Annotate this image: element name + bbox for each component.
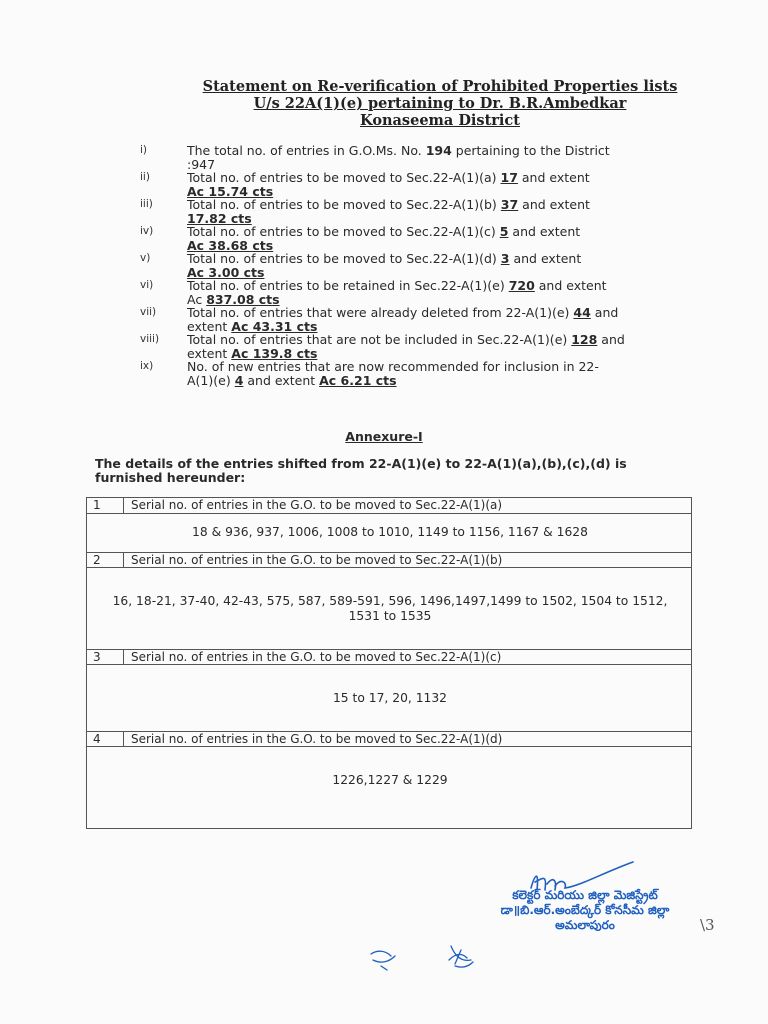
item-emphasis: 720	[508, 278, 535, 293]
table-row-header	[87, 498, 691, 514]
row-number: 4	[93, 732, 101, 746]
item-number: vi)	[140, 279, 154, 291]
item-text-part: and extent	[243, 372, 320, 388]
item-emphasis: 837.08 cts	[206, 291, 280, 307]
table-row-content: 1226,1227 & 1229	[332, 773, 448, 787]
list-item	[140, 198, 700, 225]
list-item	[140, 279, 700, 306]
table-row-header	[87, 731, 691, 747]
item-number: viii)	[140, 333, 160, 345]
list-item	[140, 360, 700, 387]
item-text	[187, 279, 692, 306]
item-text-part: pertaining to the District	[451, 143, 610, 158]
item-text-part: and extent	[508, 224, 581, 239]
item-text-part: and extent	[517, 170, 590, 185]
item-number: v)	[140, 252, 151, 264]
list-item	[140, 144, 700, 171]
item-emphasis: Ac 38.68 cts	[187, 237, 274, 253]
statement-list	[140, 144, 700, 387]
item-text	[187, 225, 692, 252]
item-text-part: A(1)(e)	[187, 372, 235, 388]
item-text-part: :947	[187, 156, 216, 172]
item-number: i)	[140, 144, 148, 156]
item-text-part: and extent	[518, 197, 590, 212]
item-emphasis: 4	[234, 372, 244, 388]
row-number: 2	[93, 553, 101, 567]
item-text-part: and extent	[534, 278, 607, 293]
list-item	[140, 171, 700, 198]
item-emphasis: 37	[500, 197, 519, 212]
collector-stamp	[470, 888, 700, 933]
item-text-part: Ac	[187, 291, 207, 307]
item-text-part: extent	[187, 345, 232, 361]
item-text-part: Total no. of entries that were already deleted from 22-A(1)(e)	[187, 305, 574, 320]
item-text	[187, 144, 692, 171]
list-item	[140, 333, 700, 360]
item-text	[187, 360, 692, 387]
item-text-part: The total no. of entries in G.O.Ms. No.	[187, 143, 426, 158]
row-number: 3	[93, 650, 101, 664]
item-text	[187, 171, 692, 198]
row-label: Serial no. of entries in the G.O. to be moved to Sec.22-A(1)(b)	[131, 553, 503, 567]
column-divider	[123, 553, 124, 568]
item-text-part: Total no. of entries to be moved to Sec.22-A(1)(b)	[187, 197, 501, 212]
item-text-part: Total no. of entries to be moved to Sec.22-A(1)(a)	[187, 170, 501, 185]
item-number: ix)	[140, 360, 154, 372]
item-emphasis: Ac 43.31 cts	[231, 318, 318, 334]
item-text-part: Total no. of entries to be moved to Sec.22-A(1)(c)	[187, 224, 500, 239]
document-title-line-3: Konaseema District	[360, 112, 520, 129]
table-row-header	[87, 552, 691, 568]
item-text-part: and	[597, 332, 625, 347]
item-text-part: extent	[187, 318, 232, 334]
column-divider	[123, 650, 124, 665]
item-emphasis: 194	[425, 143, 452, 158]
column-divider	[123, 732, 124, 747]
item-emphasis: 128	[571, 332, 598, 347]
initials	[365, 940, 485, 974]
item-emphasis: Ac 15.74 cts	[187, 183, 274, 199]
item-text-part: and extent	[509, 251, 582, 266]
item-number: ii)	[140, 171, 150, 183]
list-item	[140, 306, 700, 333]
row-label: Serial no. of entries in the G.O. to be moved to Sec.22-A(1)(c)	[131, 650, 502, 664]
item-emphasis: Ac 139.8 cts	[231, 345, 318, 361]
row-number: 1	[93, 498, 101, 512]
document-title-line-1: Statement on Re-verification of Prohibited Properties lists	[202, 78, 678, 95]
annexure-title: Annexure-I	[345, 429, 423, 444]
item-text-part: Total no. of entries to be retained in Sec.22-A(1)(e)	[187, 278, 509, 293]
row-label: Serial no. of entries in the G.O. to be moved to Sec.22-A(1)(a)	[131, 498, 503, 512]
document-title-line-2: U/s 22A(1)(e) pertaining to Dr. B.R.Ambedkar	[253, 95, 627, 112]
table-row-content: 16, 18-21, 37-40, 42-43, 575, 587, 589-591, 596, 1496,1497,1499 to 1502, 1504 to 1512, 1531 to 1535	[112, 594, 668, 623]
item-text-part: Total no. of entries that are not be included in Sec.22-A(1)(e)	[187, 332, 572, 347]
item-number: iv)	[140, 225, 154, 237]
item-emphasis: 17	[500, 170, 518, 185]
item-number: iii)	[140, 198, 153, 210]
table-row-content: 18 & 936, 937, 1006, 1008 to 1010, 1149 to 1156, 1167 & 1628	[192, 525, 588, 539]
item-text-part: No. of new entries that are now recommended for inclusion in 22-	[187, 359, 599, 374]
item-emphasis: 5	[499, 224, 509, 239]
item-text	[187, 252, 692, 279]
list-item	[140, 252, 700, 279]
annexure-intro: The details of the entries shifted from 22-A(1)(e) to 22-A(1)(a),(b),(c),(d) is furnished hereunder:	[95, 456, 627, 485]
table-row-header	[87, 649, 691, 665]
column-divider	[123, 498, 124, 513]
item-emphasis: Ac 6.21 cts	[319, 372, 397, 388]
page-mark: \3	[700, 916, 715, 934]
stamp-line-2: డా॥బి.ఆర్.అంబేద్కర్ కోనసీమ జిల్లా	[500, 903, 670, 917]
item-emphasis: Ac 3.00 cts	[187, 264, 265, 280]
table-row-content: 15 to 17, 20, 1132	[332, 691, 448, 705]
item-text	[187, 306, 692, 333]
list-item	[140, 225, 700, 252]
row-label: Serial no. of entries in the G.O. to be moved to Sec.22-A(1)(d)	[131, 732, 503, 746]
stamp-line-3: అమలాపురం	[555, 918, 615, 932]
item-number: vii)	[140, 306, 157, 318]
item-emphasis: 17.82 cts	[187, 210, 252, 226]
item-text	[187, 198, 692, 225]
item-text	[187, 333, 692, 360]
stamp-line-1: కలెక్టర్ మరియు జిల్లా మెజిస్ట్రేట్	[512, 888, 658, 902]
item-emphasis: 44	[573, 305, 591, 320]
annexure-table	[86, 497, 692, 829]
item-emphasis: 3	[500, 251, 510, 266]
item-text-part: Total no. of entries to be moved to Sec.22-A(1)(d)	[187, 251, 501, 266]
item-text-part: and	[590, 305, 619, 320]
